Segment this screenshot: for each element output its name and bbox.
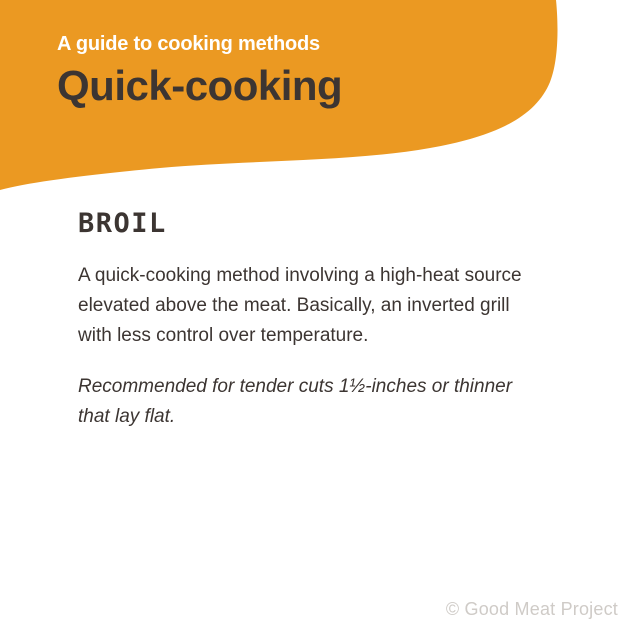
page-title: Quick-cooking bbox=[57, 62, 343, 109]
header-text-group bbox=[0, 0, 640, 110]
method-description: A quick-cooking method involving a high-heat source elevated above the meat. Basically, an inverted grill with less control over temperature. bbox=[78, 264, 522, 347]
copyright-credit: © Good Meat Project bbox=[445, 599, 618, 619]
method-recommendation: Recommended for tender cuts 1½-inches or thinner that lay flat. bbox=[78, 375, 513, 428]
method-name: BROIL bbox=[78, 208, 167, 239]
content-area bbox=[0, 200, 640, 433]
guide-eyebrow: A guide to cooking methods bbox=[57, 33, 320, 55]
